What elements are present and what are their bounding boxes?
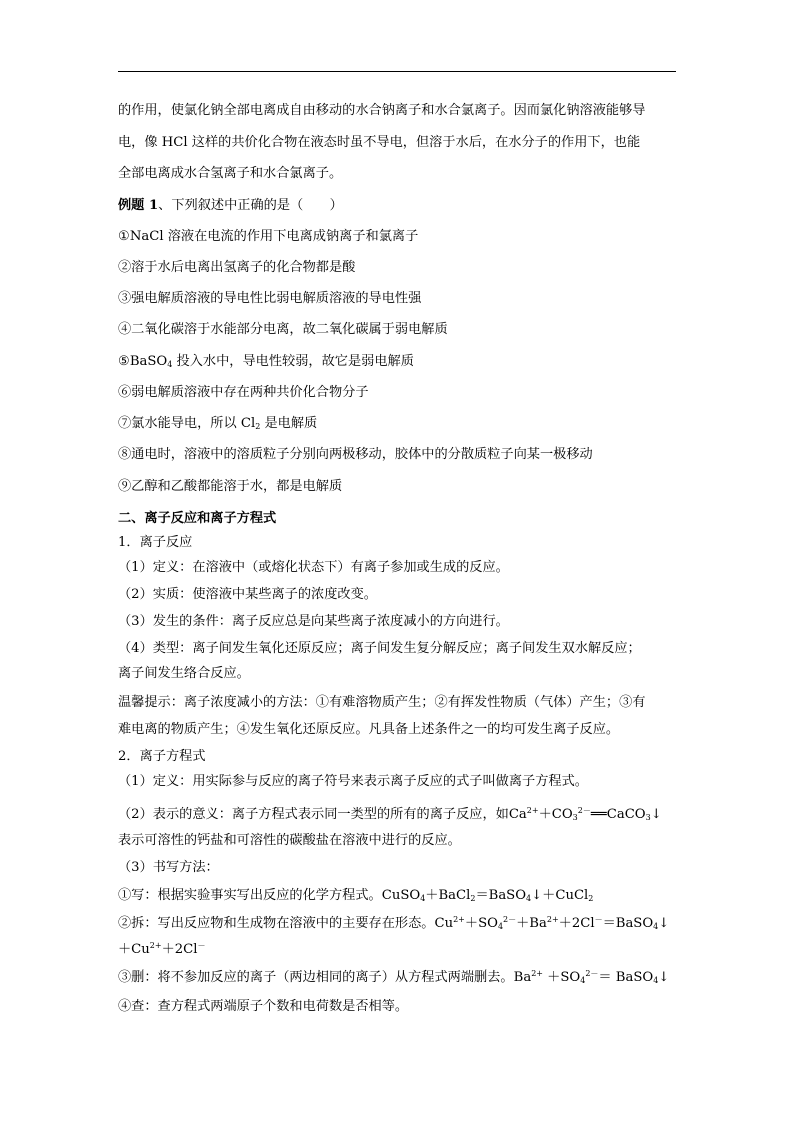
step-split-line-1: ②拆：写出反应物和生成物在溶液中的主要存在形态。$Cu^{2+}+SO_4^{2-}+Ba^{2+}+2Cl^-=BaSO_4↓$ [118,915,670,931]
option-9: ⑨乙醇和乙酸都能溶于水，都是电解质 [118,479,343,494]
section-heading: 二、离子反应和离子方程式 [118,511,277,526]
subsection-2-title: 2．离子方程式 [118,749,206,764]
s2-meaning-line-1: （2）表示的意义：离子方程式表示同一类型的所有的离子反应，如$Ca^{2+}+CO_3^{2-}══CaCO_3↓$ [118,806,662,822]
option-7: ⑦氯水能导电，所以 $Cl_2$ 是电解质 [118,416,318,431]
tip-line-1: 温馨提示：离子浓度减小的方法：①有难溶物质产生；②有挥发性物质（气体）产生；③有 [118,695,646,710]
header-rule [118,71,676,72]
intro-line-2: 电，像 HCl 这样的共价化合物在液态时虽不导电，但溶于水后，在水分子的作用下，也能 [118,135,641,150]
intro-line-1: 的作用，使氯化钠全部电离成自由移动的水合钠离子和水合氯离子。因而氯化钠溶液能够导 [118,103,646,118]
option-2: ②溶于水后电离出氢离子的化合物都是酸 [118,260,356,275]
step-split-line-2: $+Cu^{2+}+2Cl^-$ [118,941,206,957]
s1-essence: （2）实质：使溶液中某些离子的浓度改变。 [118,587,377,602]
s2-meaning-line-2: 表示可溶性的钙盐和可溶性的碳酸盐在溶液中进行的反应。 [118,833,461,848]
s1-condition: （3）发生的条件：离子反应总是向某些离子浓度减小的方向进行。 [118,614,509,629]
example-question-text: 、下列叙述中正确的是（ ） [158,198,343,213]
s2-method-title: （3）书写方法： [118,860,219,875]
s1-type-line-2: 离子间发生络合反应。 [118,666,250,681]
intro-line-3: 全部电离成水合氢离子和水合氯离子。 [118,166,343,181]
option-4: ④二氧化碳溶于水能部分电离，故二氧化碳属于弱电解质 [118,322,448,337]
step-delete: ③删：将不参加反应的离子（两边相同的离子）从方程式两端删去。$Ba^{2+} +SO_4^{2-}=$ BaSO$_4$↓ [118,969,670,985]
option-1: ①NaCl 溶液在电流的作用下电离成钠离子和氯离子 [118,229,419,244]
s1-type-line-1: （4）类型：离子间发生氧化还原反应；离子间发生复分解反应；离子间发生双水解反应； [118,641,641,656]
example-question [118,197,343,215]
tip-line-2: 难电离的物质产生；④发生氧化还原反应。凡具备上述条件之一的均可发生离子反应。 [118,722,620,737]
option-5: ⑤BaSO$_4$ 投入水中，导电性较弱，故它是弱电解质 [118,354,414,369]
step-check: ④查：查方程式两端原子个数和电荷数是否相等。 [118,999,409,1014]
s2-definition: （1）定义：用实际参与反应的离子符号来表示离子反应的式子叫做离子方程式。 [118,774,588,789]
example-label: 例题 1 [118,198,159,213]
option-6: ⑥弱电解质溶液中存在两种共价化合物分子 [118,385,369,400]
step-write: ①写：根据实验事实写出反应的化学方程式。CuSO$_4$＋BaCl$_2$＝BaSO$_4$↓＋CuCl$_2$ [118,888,594,903]
s1-definition: （1）定义：在溶液中（或熔化状态下）有离子参加或生成的反应。 [118,560,509,575]
option-8: ⑧通电时，溶液中的溶质粒子分别向两极移动，胶体中的分散质粒子向某一极移动 [118,447,593,462]
subsection-1-title: 1．离子反应 [118,535,193,550]
option-3: ③强电解质溶液的导电性比弱电解质溶液的导电性强 [118,291,422,306]
